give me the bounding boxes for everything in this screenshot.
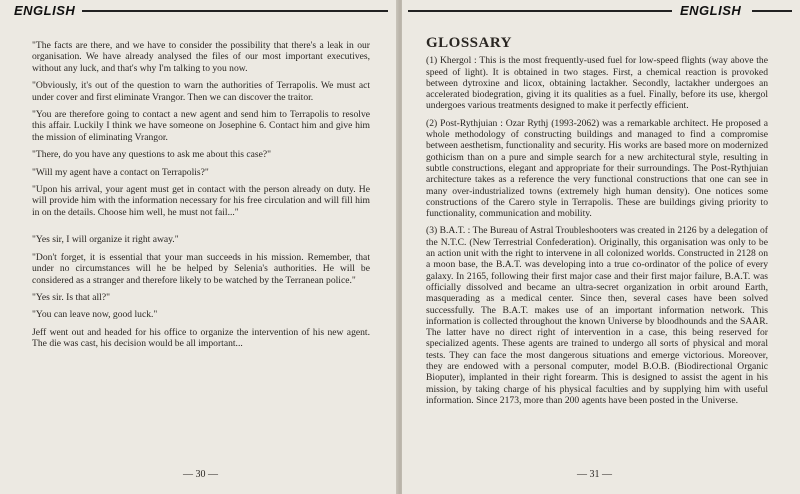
paragraph: "Upon his arrival, your agent must get in contact with the person already on duty. He will provide him with the information necessary for his free circulation and will fill him in on the details. Choose him well, he must not fail..." [32,184,370,218]
page-number: — 30 — [183,469,218,480]
left-page-text [32,40,370,356]
paragraph: "You can leave now, good luck." [32,309,158,321]
section-label: ENGLISH [14,3,76,18]
section-label: ENGLISH [680,3,742,18]
page-number: — 31 — [577,469,612,480]
paragraph: "Yes sir, I will organize it right away." [32,234,179,246]
paragraph: "Will my agent have a contact on Terrapolis?" [32,166,209,178]
paragraph: "Obviously, it's out of the question to warn the authorities of Terrapolis. We must act under cover and first eliminate Vrangor. Then we can discover the traitor. [32,80,370,103]
header-rule-end [752,10,792,12]
header-rule [82,10,388,12]
left-page [0,0,398,494]
paragraph: Jeff went out and headed for his office to organize the intervention of his new agent. The die was cast, his decision would be all important... [32,326,370,350]
glossary [426,35,768,412]
right-page [402,0,800,494]
paragraph: "The facts are there, and we have to consider the possibility that there's a leak in our organisation. We have already analysed the files of our most important executives, without any luck, and that's why I'm talking to you now. [32,40,370,74]
glossary-entry: (3) B.A.T. : The Bureau of Astral Troubleshooters was created in 2126 by a delegation of the N.T.C. (New Terrestrial Confederation). Originally, this organisation was only to be an action unit with the right to intervene in all colonized worlds. Constructed in 2128 on a moon base, the B.A.T. was developing into a true co-ordinator of the police of every galaxy. In 2165, following their first major case and their first major failure, B.A.T. was officially dissolved and became an ultra-secret organization in orbit around Earth, masquerading as a medical center. Since then, several cases have been solved successfully. The B.A.T. makes use of an important information network. This information is collected throughout the known Universe by bloodhounds and the SAAR. The latter have no direct right of intervention in a case, this being reserved for specialized agents. These agents are trained to undergo all sorts of physical and moral tests. They can face the most dangerous situations and emerge victorious. Moreover, they are endowed with a personal computer, model B.O.B. (Biodirectional Organic Bioputer), implanted in their right forearm. This is designed to assist the agent in his mission, by taking charge of his physical faculties and by supplying him with useful information. Since 2173, more than 200 agents have been posted in the Universe. [426,225,768,406]
glossary-title: GLOSSARY [426,35,512,51]
spacer [32,224,370,234]
paragraph: "You are therefore going to contact a new agent and send him to Terrapolis to resolve this affair. Luckily I think we have someone on Josephine 6. Contact him and give him the mission of eliminating Vrangor. [32,109,370,143]
header-rule [408,10,672,12]
glossary-entry: (1) Khergol : This is the most frequently-used fuel for low-speed flights (way above the speed of light). It is obtained in two stages. First, a chemical reaction is provoked between dytroxine and licox, obtaining lactakher. Secondly, lactakher undergoes an accelerated biodegration, giving it its qualities as a fuel. Finally, before its use, khergol undergoes various treatments designed to make it perfectly efficient. [426,55,768,112]
paragraph: "Don't forget, it is essential that your man succeeds in his mission. Remember, that under no circumstances will he be helped by Selenia's authorities. He will be considered as a stranger and therefore likely to be watched by the Terranean police." [32,251,370,286]
paragraph: "Yes sir. Is that all?" [32,291,111,303]
paragraph: "There, do you have any questions to ask me about this case?" [32,149,272,161]
glossary-entry: (2) Post-Rythjuian : Ozar Rythj (1993-2062) was a remarkable architect. He proposed a whole methodology of constructing buildings and managed to find a compromise between aesthetism, functionality and security. His works are based more on modernized gothicism than on a pure and simple search for a new architectural style, resulting in subtle constructions, elegant and appropriate for their surroundings. The Post-Rythjuian architecture takes as a reference the very functional constructions that one can see in many over-industrialized towns (extremely high human density). One notices some constructions of the Carero style in Terrapolis. These are buildings giving priority to functionality, communication and mobility. [426,117,768,220]
